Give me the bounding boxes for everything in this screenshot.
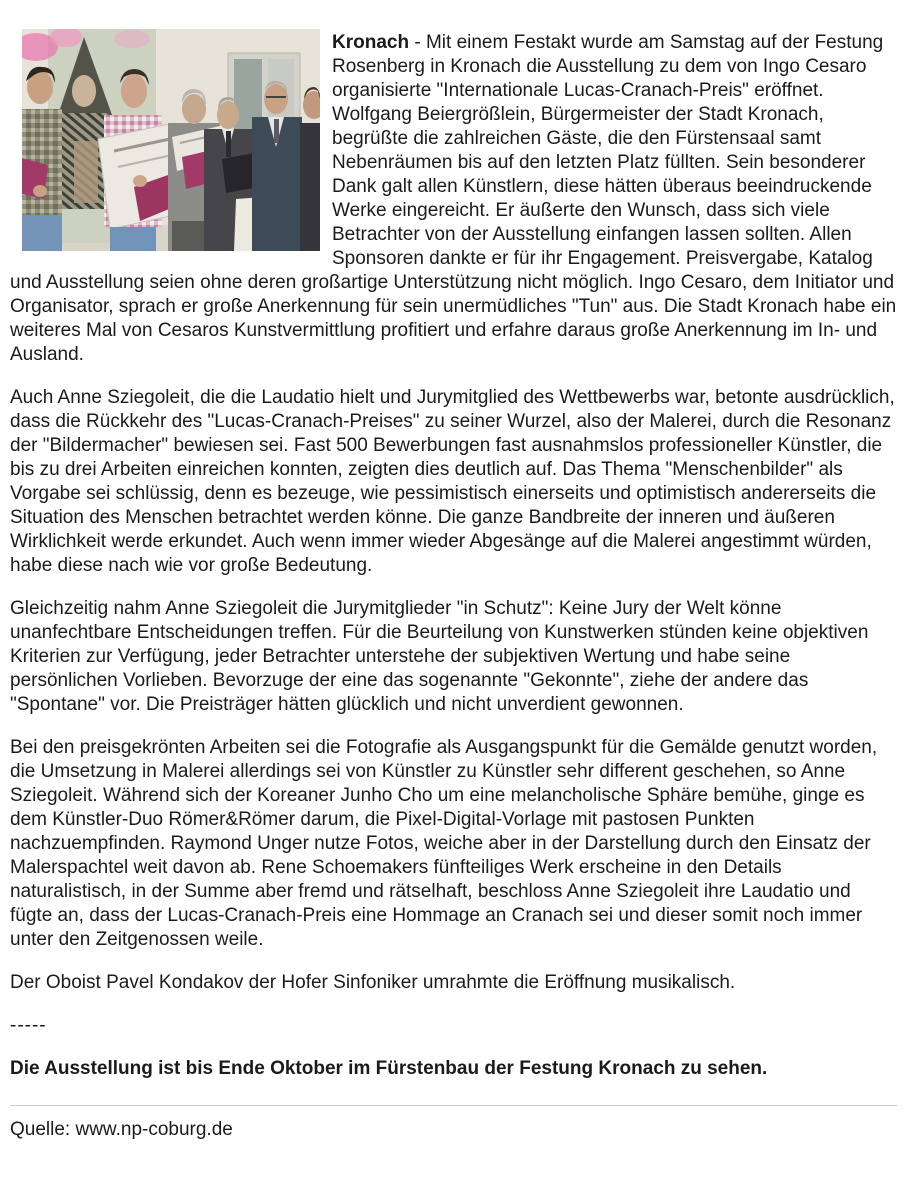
dash-divider: -----	[10, 1015, 47, 1036]
exhibition-photo-graphic	[22, 29, 320, 251]
source-line: Quelle: www.np-coburg.de	[10, 1119, 233, 1140]
paragraph-2: Auch Anne Sziegoleit, die die Laudatio hielt und Jurymitglied des Wettbewerbs war, betonte ausdrücklich, dass die Rückkehr des "Lucas-Cranach-Preises" zu seiner Wurzel, also der Malerei, durch die Resonanz der "Bildermacher" bewiesen sei. Fast 500 Bewerbungen fast ausnahmslos professioneller Künstler, die bis zu drei Arbeiten einreichen konnten, zeigten dies deutlich auf. Das Thema "Menschenbilder" als Vorgabe sei schlüssig, denn es bezeuge, wie pessimistisch einerseits und optimistisch andererseits die Situation des Menschen betrachtet werden könne. Die ganze Bandbreite der inneren und äußeren Wirklichkeit werde erkundet. Auch wenn immer wieder Abgesänge auf die Malerei angestimmt würden, habe diese nach wie vor große Bedeutung.	[10, 387, 895, 576]
lead-text: - Mit einem Festakt wurde am Samstag auf der Festung Rosenberg in Kronach die Ausstellung zu dem von Ingo Cesaro organisierte "Internationale Lucas-Cranach-Preis" eröffnet. Wolfgang Beiergrößlein, Bürgermeister der Stadt Kronach, begrüßte die zahlreichen Gäste, die den Fürstensaal samt Nebenräumen bis auf den letzten Platz füllten. Sein besonderer Dank galt allen Künstlern, diese hätten überaus beeindruckende Werke eingereicht. Er äußerte den Wunsch, dass sich viele Betrachter von der Ausstellung einfangen lassen sollten. Allen Sponsoren dankte er für ihr Engagement. Preisvergabe, Katalog und Ausstellung seien ohne deren großartige Unterstützung nicht möglich. Ingo Cesaro, dem Initiator und Organisator, sprach er große Anerkennung für sein unermüdliches "Tun" aus. Die Stadt Kronach habe ein weiteres Mal von Cesaros Kunstvermittlung profitiert und erfahre daraus große Anerkennung im In- und Ausland.	[10, 32, 897, 365]
exhibition-note: Die Ausstellung ist bis Ende Oktober im Fürstenbau der Festung Kronach zu sehen.	[10, 1058, 768, 1079]
paragraph-5: Der Oboist Pavel Kondakov der Hofer Sinfoniker umrahmte die Eröffnung musikalisch.	[10, 972, 736, 993]
paragraph-4: Bei den preisgekrönten Arbeiten sei die Fotografie als Ausgangspunkt für die Gemälde genutzt worden, die Umsetzung in Malerei allerdings sei von Künstler zu Künstler sehr different geschehen, so Anne Sziegoleit. Während sich der Koreaner Junho Cho um eine melancholische Sphäre bemühe, ginge es dem Künstler-Duo Römer&Römer darum, die Pixel-Digital-Vorlage mit pastosen Punkten nachzuempfinden. Raymond Unger nutze Fotos, weiche aber in der Darstellung durch den Einsatz der Malerspachtel weit davon ab. Rene Schoemakers fünfteiliges Werk erscheine in den Details naturalistisch, in der Summe aber fremd und rätselhaft, beschloss Anne Sziegoleit ihre Laudatio und fügte an, dass der Lucas-Cranach-Preis eine Hommage an Cranach sei und dieser somit noch immer unter den Zeitgenossen weile.	[10, 737, 878, 950]
lead-location: Kronach	[332, 32, 410, 53]
paragraph-3: Gleichzeitig nahm Anne Sziegoleit die Jurymitglieder "in Schutz": Keine Jury der Welt könne unanfechtbare Entscheidungen treffen. Für die Beurteilung von Kunstwerken stünden keine objektiven Kriterien zur Verfügung, jeder Betrachter unterstehe der subjektiven Wertung und habe seine persönlichen Vorlieben. Bevorzuge der eine das sogenannte "Gekonnte", ziehe der andere das "Spontane" vor. Die Preisträger hätten glücklich und nicht unverdient gewonnen.	[10, 598, 869, 715]
article-photo	[22, 29, 320, 251]
horizontal-rule	[10, 1105, 897, 1106]
